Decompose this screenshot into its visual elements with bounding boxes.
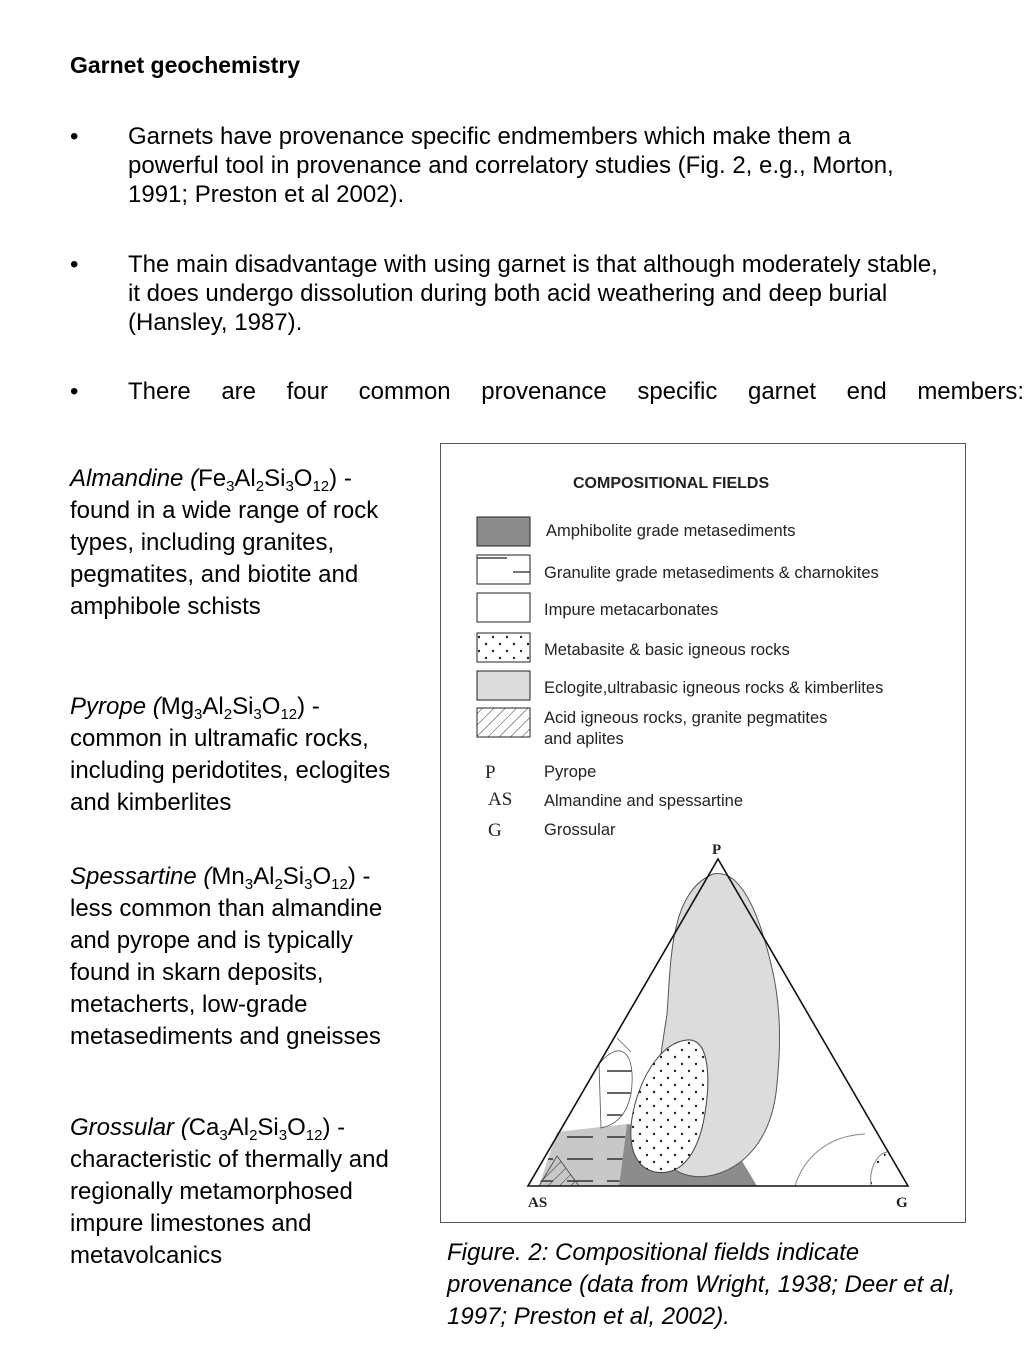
bullet-text: Garnets have provenance specific endmembers which make them a powerful tool in provenance and correlatory studies (Fig. 2, e.g., Morton, 1991; Preston et al 2002).	[128, 123, 894, 208]
legend-label: Amphibolite grade metasediments	[546, 522, 796, 540]
formula-el: O	[293, 465, 313, 492]
formula-el: Si	[264, 465, 286, 492]
vertex-label-right: G	[896, 1195, 908, 1211]
formula-sub: 2	[223, 706, 233, 723]
legend-swatch-amphibolite	[477, 517, 530, 546]
formula-sub: 2	[255, 478, 265, 495]
mineral-pyrope	[70, 691, 415, 819]
formula-el: Ca	[188, 1114, 220, 1141]
legend-label: Impure metacarbonates	[544, 601, 719, 619]
formula-sub: 3	[253, 706, 262, 723]
mineral-name: Grossular (	[70, 1114, 189, 1141]
formula-sub: 12	[305, 1127, 323, 1144]
field-granulite-upper	[599, 1051, 632, 1128]
mineral-name: Almandine (	[70, 465, 199, 492]
field-metacarbonates-boundary	[795, 1134, 865, 1186]
formula-sub: 3	[226, 478, 235, 495]
formula-sub: 12	[312, 478, 330, 495]
formula-close: )	[297, 693, 306, 720]
abbr-symbol: G	[488, 820, 502, 841]
mineral-name: Pyrope (	[70, 693, 161, 720]
formula-sub: 2	[274, 876, 283, 893]
compositional-fields-figure	[440, 443, 966, 1223]
legend-label: Granulite grade metasediments & charnokites	[544, 564, 879, 582]
formula-el: Si	[257, 1114, 279, 1141]
formula-close: )	[347, 863, 356, 890]
formula-el: O	[261, 693, 281, 720]
legend-swatch-acid-igneous	[477, 708, 530, 737]
abbr-label: Almandine and spessartine	[544, 792, 744, 810]
field-metacarbonates-corner	[871, 1152, 887, 1186]
vertex-label-left: AS	[528, 1195, 548, 1211]
abbr-label: Pyrope	[544, 763, 597, 781]
bullet-text: There are four common provenance specific garnet end members:	[128, 378, 1024, 405]
vertex-label-top: P	[712, 842, 722, 858]
figure-caption: Figure. 2: Compositional fields indicate provenance (data from Wright, 1938; Deer et al, 1997; Preston et al, 2002).	[447, 1239, 956, 1330]
bullet-text: The main disadvantage with using garnet is that although moderately stable, it does undergo dissolution during both acid weathering and deep burial (Hansley, 1987).	[128, 251, 938, 336]
bullet-marker: •	[70, 123, 79, 150]
mineral-spessartine	[70, 861, 415, 1053]
formula-sub: 3	[219, 1127, 228, 1144]
formula-sub: 3	[278, 1127, 288, 1144]
mineral-description: - found in a wide range of rock types, including granites, pegmatites, and biotite and amphibole schists	[70, 465, 379, 620]
formula-sub: 12	[331, 876, 348, 893]
legend-swatch-metabasite	[477, 633, 530, 662]
formula-el: Si	[282, 863, 305, 890]
legend-swatch-eclogite	[477, 671, 530, 700]
bullet-marker: •	[70, 251, 79, 278]
mineral-grossular	[70, 1112, 415, 1272]
mineral-almandine	[70, 463, 415, 623]
formula-close: )	[322, 1114, 331, 1141]
formula-el: Al	[234, 465, 256, 492]
formula-close: )	[329, 465, 338, 492]
formula-sub: 3	[244, 876, 254, 893]
formula-el: Fe	[198, 465, 227, 492]
legend-swatch-granulite	[477, 555, 530, 584]
ternary-diagram	[441, 444, 967, 1224]
legend-label: Metabasite & basic igneous rocks	[544, 641, 790, 659]
page-title: Garnet geochemistry	[70, 52, 301, 78]
formula-el: O	[287, 1114, 306, 1141]
formula-sub: 3	[285, 478, 294, 495]
mineral-description: - characteristic of thermally and regionally metamorphosed impure limestones and metavolcanics	[70, 1114, 389, 1269]
legend-label: Eclogite,ultrabasic igneous rocks & kimberlites	[544, 679, 884, 697]
formula-sub: 3	[194, 706, 203, 723]
legend-label: and aplites	[544, 730, 624, 748]
formula-sub: 2	[249, 1127, 258, 1144]
formula-el: Si	[232, 693, 254, 720]
formula-el: Al	[253, 863, 275, 890]
bullet-marker: •	[70, 378, 79, 405]
abbr-symbol: AS	[488, 789, 513, 810]
formula-el: O	[312, 863, 332, 890]
figure-heading: COMPOSITIONAL FIELDS	[573, 475, 770, 492]
formula-el: Al	[227, 1114, 250, 1141]
formula-sub: 3	[304, 876, 313, 893]
formula-el: Al	[202, 693, 224, 720]
formula-sub: 12	[280, 706, 298, 723]
mineral-name: Spessartine (	[70, 863, 212, 890]
abbr-label: Grossular	[544, 821, 616, 839]
formula-el: Mn	[211, 863, 245, 890]
abbr-symbol: P	[485, 762, 496, 783]
legend-swatch-metacarbonates	[477, 593, 530, 622]
mineral-description: - common in ultramafic rocks, including peridotites, eclogites and kimberlites	[70, 693, 391, 816]
formula-el: Mg	[160, 693, 195, 720]
legend-label: Acid igneous rocks, granite pegmatites	[544, 709, 828, 727]
mineral-description: - less common than almandine and pyrope and is typically found in skarn deposits, metacherts, low-grade metasediments and gneisses	[70, 863, 383, 1050]
